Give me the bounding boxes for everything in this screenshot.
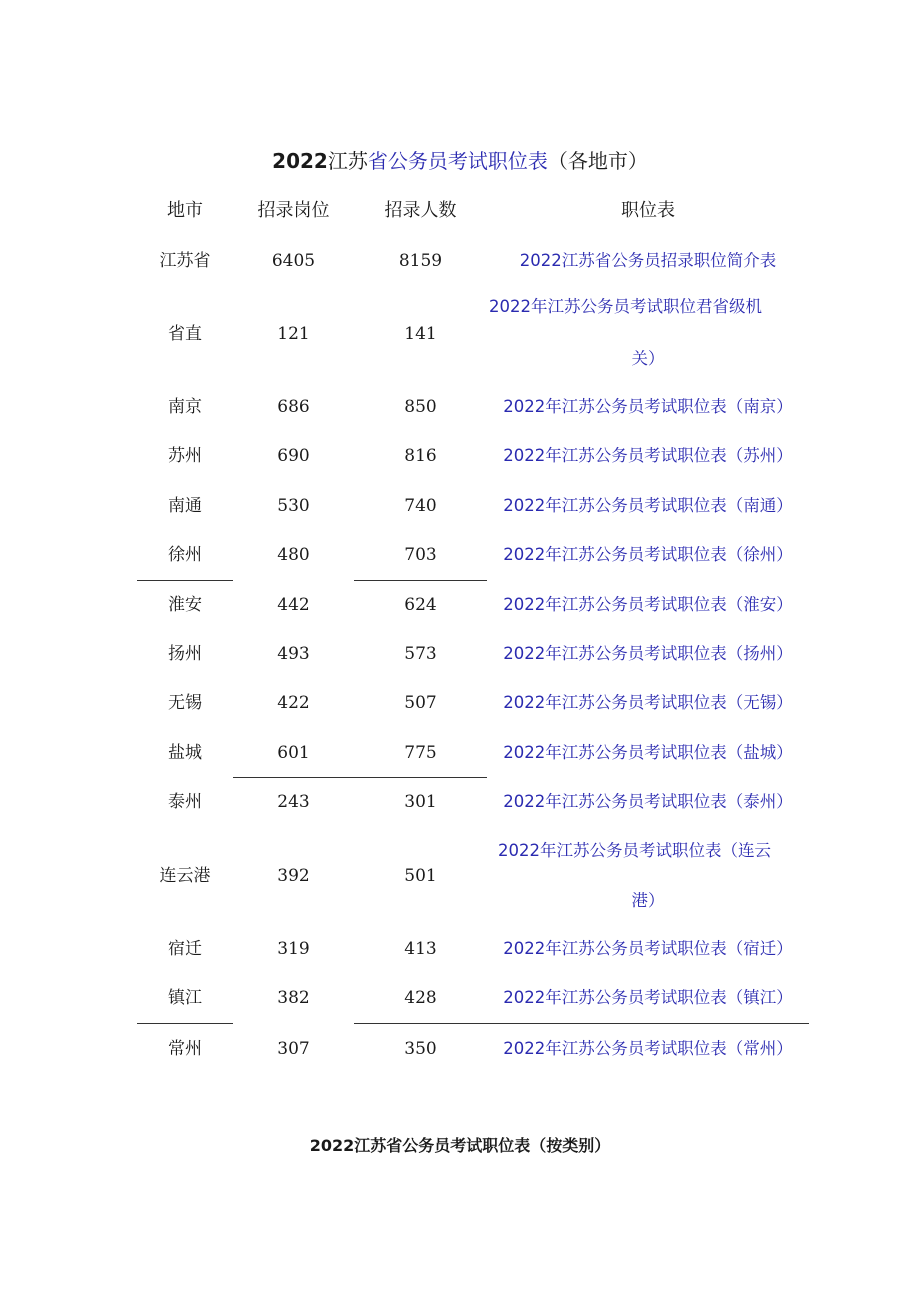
title-suffix: （各地市） [547,149,648,173]
row-positions: 307 [277,1039,310,1059]
row-city: 泰州 [168,792,202,812]
title-region: 江苏 [327,149,368,173]
row-city: 连云港 [159,866,211,886]
header-table: 职位表 [621,200,675,221]
row-link[interactable] [487,838,809,914]
table-row [0,740,920,766]
row-positions: 319 [277,939,310,959]
row-link-line2[interactable]: 港） [631,891,665,910]
row-positions: 382 [277,988,310,1008]
divider [137,580,233,581]
table-row [0,542,920,568]
divider [354,1023,809,1024]
row-city: 无锡 [168,693,202,713]
row-people: 501 [404,866,437,886]
row-people: 8159 [398,251,443,271]
table-row [0,294,920,374]
header-city: 地市 [167,200,203,221]
row-city: 南通 [168,496,202,516]
table-row [0,641,920,667]
row-link[interactable] [487,294,809,372]
row-positions: 121 [277,324,310,344]
row-link[interactable]: 2022年江苏公务员考试职位表（淮安） [503,595,793,614]
row-people: 573 [404,644,437,664]
table-row [0,789,920,815]
title-year: 2022 [272,149,328,173]
row-link[interactable]: 2022年江苏公务员考试职位表（常州） [503,1039,793,1058]
table-header [0,197,920,225]
table-row [0,493,920,519]
table-row [0,690,920,716]
row-positions: 6405 [271,251,316,271]
header-positions: 招录岗位 [257,200,330,221]
header-people: 招录人数 [384,200,457,221]
row-positions: 690 [277,446,310,466]
row-city: 南京 [168,397,202,417]
table-row [0,443,920,469]
row-link-line1[interactable]: 2022年江苏公务员考试职位表（连云 [498,841,771,860]
row-positions: 243 [277,792,310,812]
row-positions: 442 [277,595,310,615]
row-people: 350 [404,1039,437,1059]
row-link[interactable]: 2022年江苏公务员考试职位表（扬州） [503,644,793,663]
row-people: 141 [404,324,437,344]
row-city: 镇江 [168,988,202,1008]
row-link[interactable]: 2022年江苏公务员考试职位表（宿迁） [503,939,793,958]
row-city: 江苏省 [159,251,211,271]
row-people: 703 [404,545,437,565]
row-people: 850 [404,397,437,417]
row-positions: 422 [277,693,310,713]
row-city: 徐州 [168,545,202,565]
row-positions: 686 [277,397,310,417]
row-link[interactable]: 2022年江苏公务员考试职位表（徐州） [503,545,793,564]
table-row [0,248,920,274]
table-row [0,592,920,618]
table-row [0,394,920,420]
divider [233,777,487,778]
page-title [0,146,920,176]
table-row [0,936,920,962]
row-link-line1[interactable]: 2022年江苏公务员考试职位君省级机 [489,297,762,316]
row-positions: 493 [277,644,310,664]
row-people: 816 [404,446,437,466]
row-city: 淮安 [168,595,202,615]
table-row [0,985,920,1011]
row-link[interactable]: 2022年江苏公务员考试职位表（南京） [503,397,793,416]
row-link[interactable]: 2022江苏省公务员招录职位简介表 [519,251,777,270]
table-row [0,838,920,918]
row-people: 428 [404,988,437,1008]
row-link[interactable]: 2022年江苏公务员考试职位表（苏州） [503,446,793,465]
row-link[interactable]: 2022年江苏公务员考试职位表（泰州） [503,792,793,811]
row-link[interactable]: 2022年江苏公务员考试职位表（南通） [503,496,793,515]
row-city: 常州 [168,1039,202,1059]
row-positions: 392 [277,866,310,886]
row-city: 盐城 [168,743,202,763]
row-people: 740 [404,496,437,516]
row-city: 省直 [168,324,202,344]
row-people: 413 [404,939,437,959]
row-people: 775 [404,743,437,763]
table-row [0,1036,920,1062]
title-link[interactable]: 省公务员考试职位表 [367,149,548,173]
row-city: 扬州 [168,644,202,664]
row-link[interactable]: 2022年江苏公务员考试职位表（盐城） [503,743,793,762]
row-people: 301 [404,792,437,812]
section-subtitle: 2022江苏省公务员考试职位表（按类别） [309,1136,611,1155]
row-people: 507 [404,693,437,713]
row-link[interactable]: 2022年江苏公务员考试职位表（镇江） [503,988,793,1007]
row-link-line2[interactable]: 关） [631,349,665,368]
row-people: 624 [404,595,437,615]
row-positions: 601 [277,743,310,763]
row-positions: 530 [277,496,310,516]
row-positions: 480 [277,545,310,565]
row-city: 苏州 [168,446,202,466]
row-link[interactable]: 2022年江苏公务员考试职位表（无锡） [503,693,793,712]
row-city: 宿迁 [168,939,202,959]
divider [137,1023,233,1024]
divider [354,580,487,581]
